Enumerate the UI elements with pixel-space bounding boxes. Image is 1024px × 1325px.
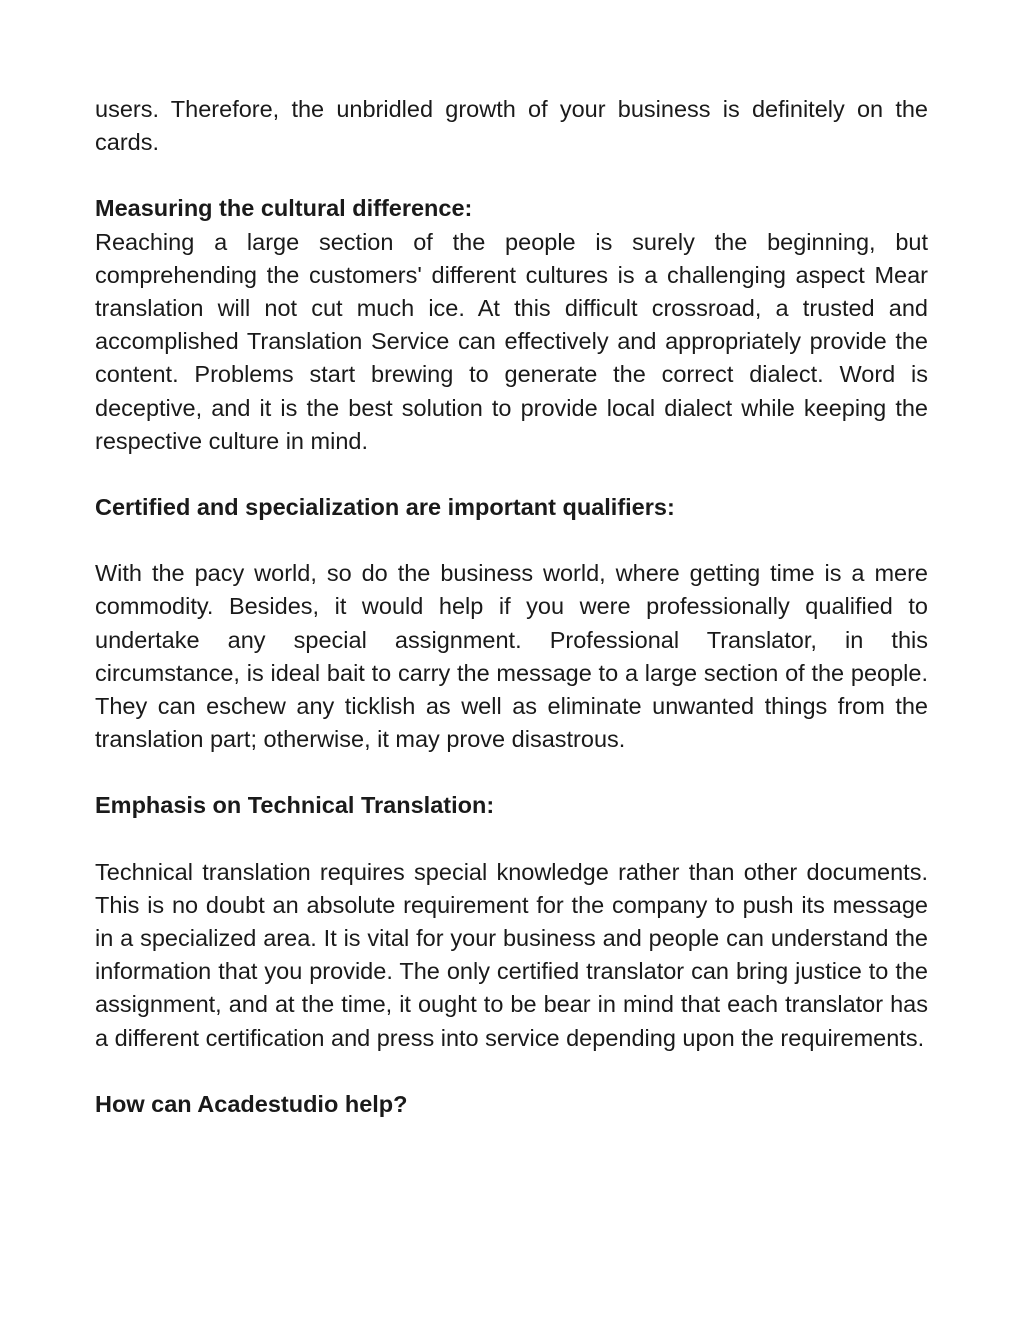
paragraph-technical-translation: Technical translation requires special knowledge rather than other documents. This is no doubt an absolute requirement for the company to push its message in a specialized area. It is vital for your business and people can understand the information that you provide. The only certified translator can bring justice to the assignment, and at the time, it ought to be bear in mind that each translator has a different certification and press into service depending upon the requirements. — [95, 858, 928, 1051]
paragraph-certified-specialization: With the pacy world, so do the business world, where getting time is a mere commodity. Besides, it would help if you were professionally qualified to undertake any special assignment. Professional Translator, in this circumstance, is ideal bait to carry the message to a large section of the people. They can eschew any ticklish as well as eliminate unwanted things from the translation part; otherwise, it may prove disastrous. — [95, 560, 928, 753]
paragraph-cultural-difference: Reaching a large section of the people is surely the beginning, but comprehending the customers' different cultures is a challenging aspect Mear translation will not cut much ice. At this difficult crossroad, a trusted and accomplished Translation Service can effectively and appropriately provide the content. Problems start brewing to generate the correct dialect. Word is deceptive, and it is the best solution to provide local dialect while keeping the respective culture in mind. — [95, 228, 928, 454]
intro-paragraph: users. Therefore, the unbridled growth of your business is definitely on the cards. — [95, 96, 928, 156]
document-page — [95, 93, 928, 1121]
heading-certified-specialization: Certified and specialization are important qualifiers: — [95, 494, 675, 521]
heading-technical-translation: Emphasis on Technical Translation: — [95, 792, 495, 819]
heading-acadestudio-help: How can Acadestudio help? — [95, 1090, 408, 1117]
heading-cultural-difference: Measuring the cultural difference: — [95, 195, 473, 222]
